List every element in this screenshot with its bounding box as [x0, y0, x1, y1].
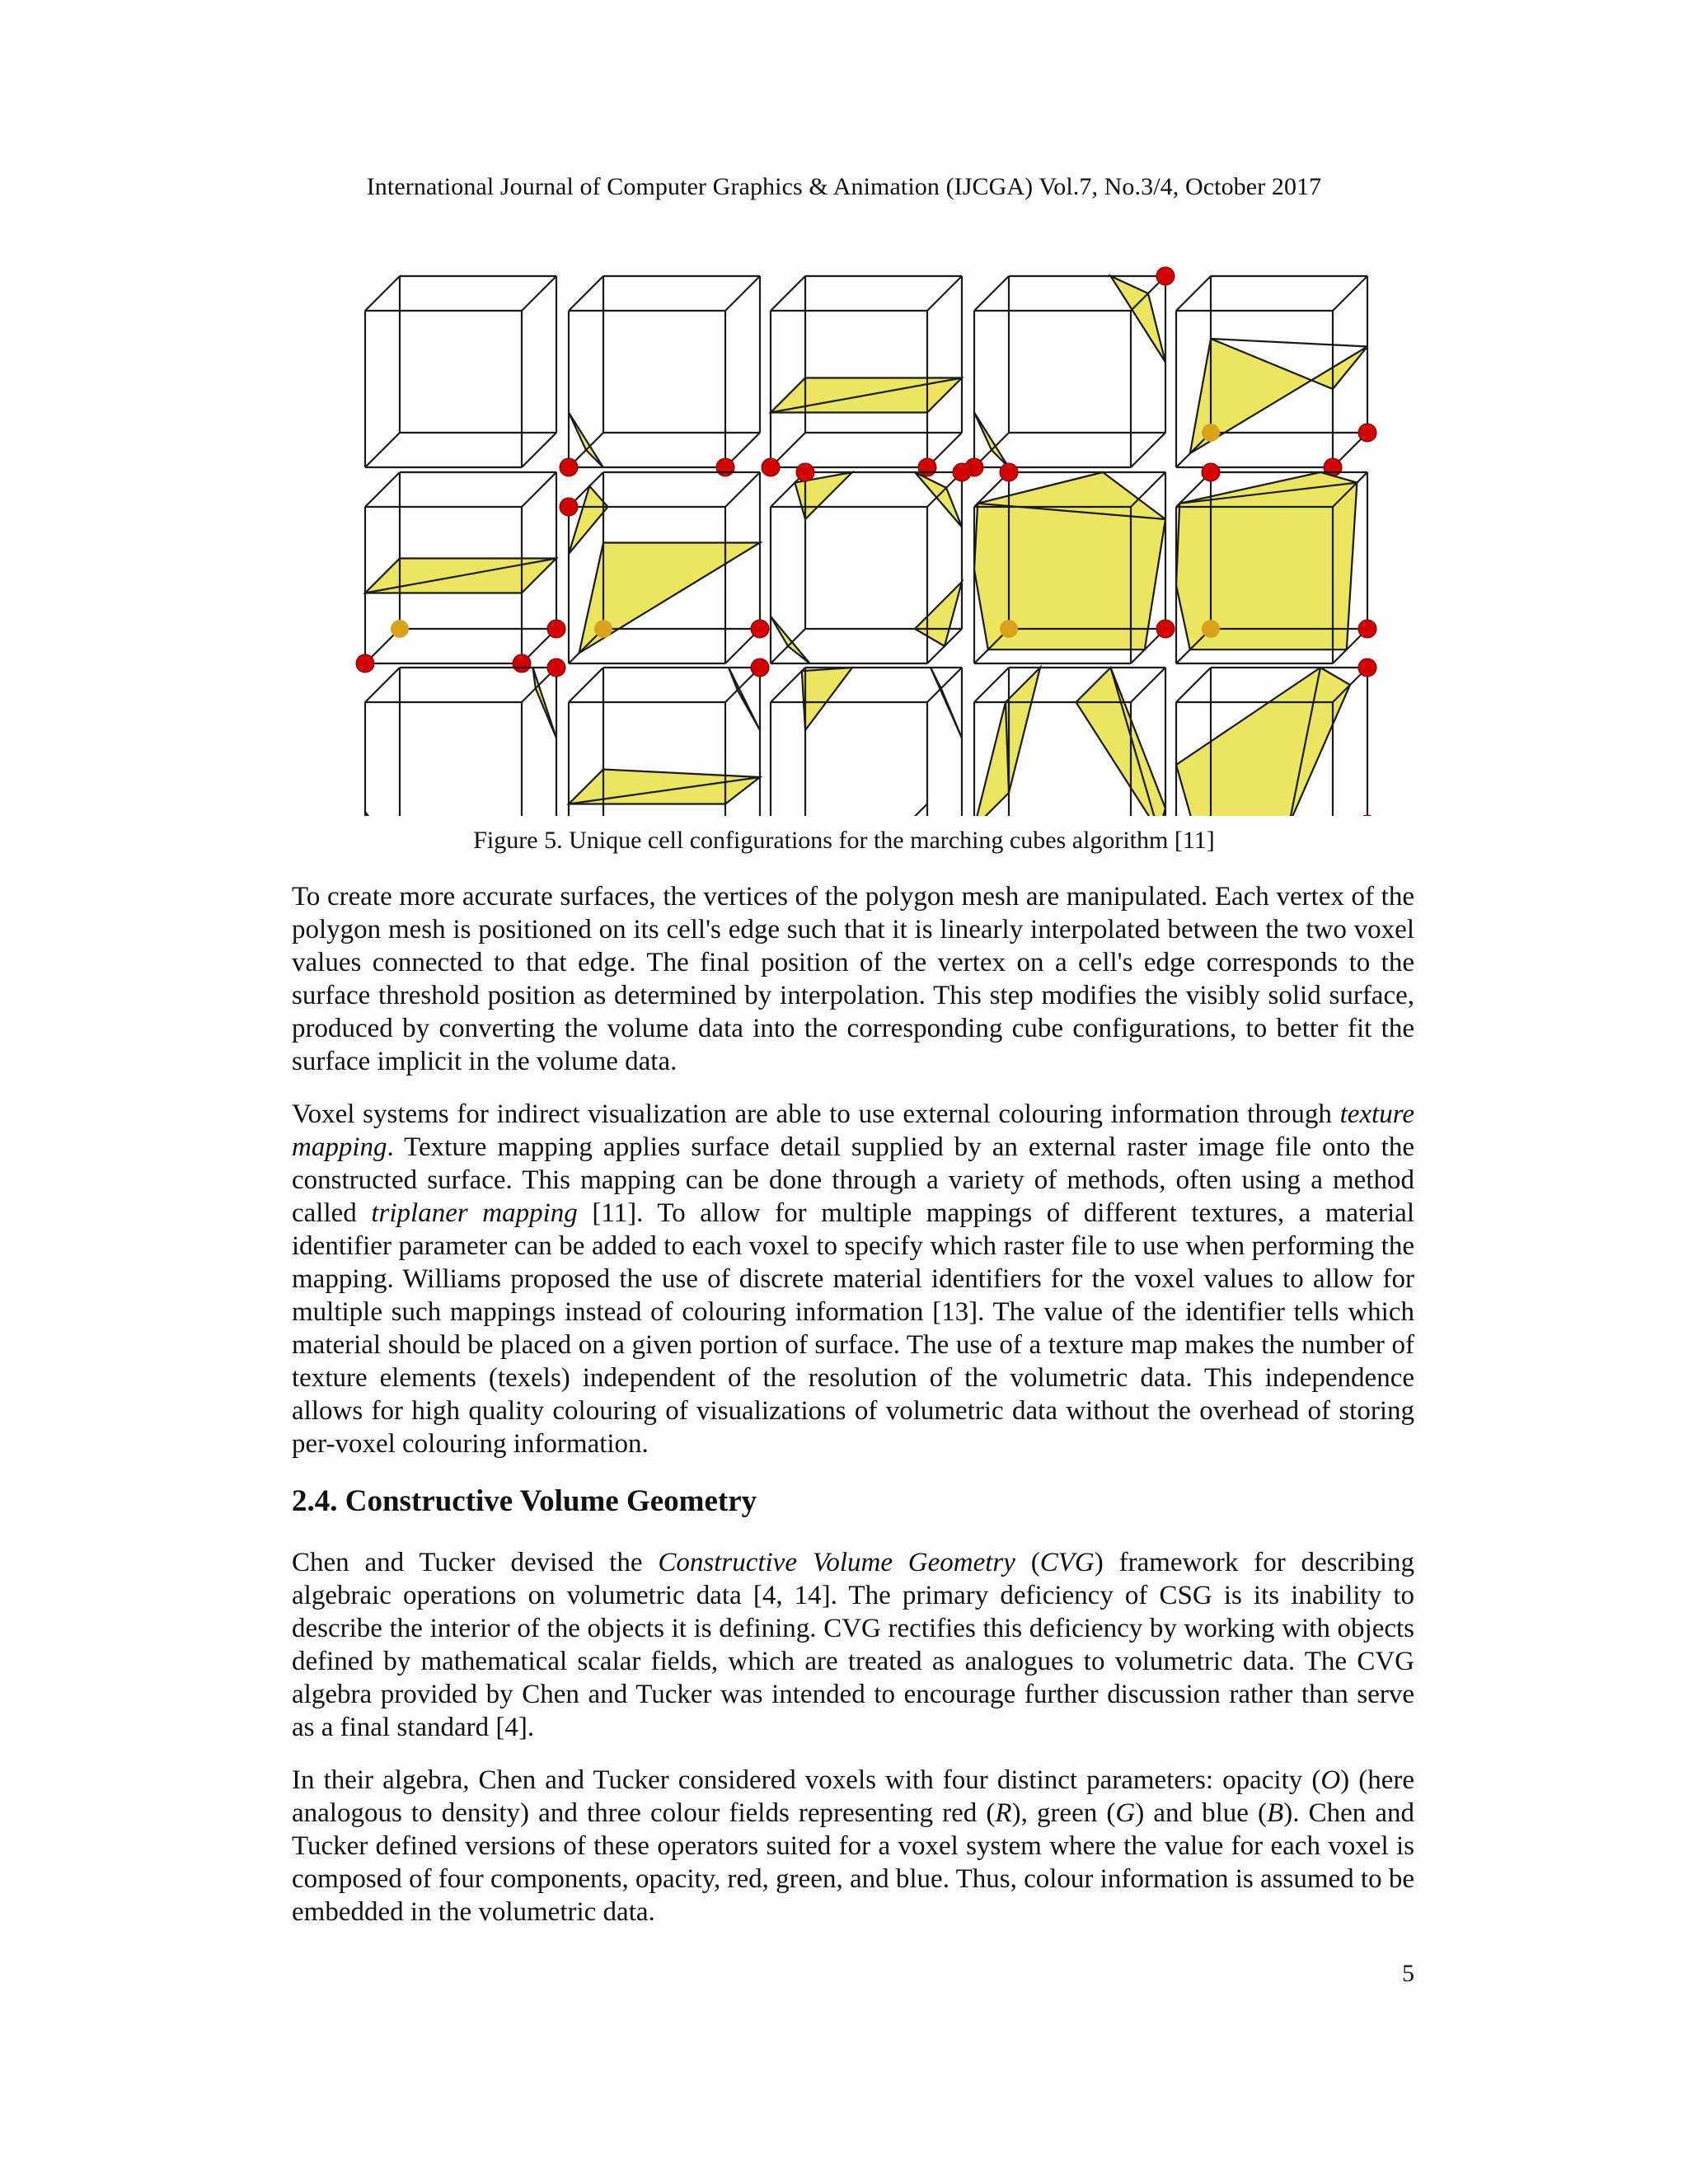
- inside-vertex-marker: [1358, 658, 1376, 677]
- cube-config-12: [560, 658, 769, 816]
- isosurface-patch: [974, 413, 1009, 468]
- inside-vertex-marker: [391, 620, 409, 638]
- cube-edge: [1333, 276, 1367, 311]
- cube-config-8: [771, 463, 971, 663]
- cube-edge: [1176, 668, 1211, 702]
- inside-vertex-marker: [953, 463, 971, 481]
- isosurface-patch: [1176, 472, 1357, 649]
- inside-vertex-marker: [1358, 815, 1376, 816]
- isosurface-patch: [569, 486, 608, 554]
- isosurface-patch: [365, 812, 400, 816]
- inside-vertex-marker: [1358, 620, 1376, 638]
- cube-edge: [522, 472, 556, 507]
- paragraph-cvg-framework: Chen and Tucker devised the Constructive Volume Geometry (CVG) framework for describing algebraic operations on volumetric data [4, 14]. The primary deficiency of CSG is its inability to describe the interior of the objects it is defining. CVG rectifies this deficiency by working with objects defined by mathematical scalar fields, which are treated as analogues to volumetric data. The CVG algebra provided by Chen and Tucker was intended to encourage further discussion rather than serve as a final standard [4].: [292, 1548, 1414, 1742]
- paragraph-vertex-interpolation: To create more accurate surfaces, the vertices of the polygon mesh are manipulated. Each vertex of the polygon mesh is positioned on its cell's edge such that it is linearly interpolated between the two voxel values connected to that edge. The final position of the vertex on a cell's edge corresponds to the surface threshold position as determined by interpolation. This step modifies the visibly solid surface, produced by converting the volume data into the corresponding cube configurations, to better fit the surface implicit in the volume data.: [292, 882, 1414, 1076]
- inside-vertex-marker: [751, 658, 769, 677]
- cube-edge: [1131, 472, 1165, 507]
- section-heading: 2.4. Constructive Volume Geometry: [292, 1484, 757, 1518]
- cube-config-9: [974, 463, 1175, 663]
- inside-vertex-marker: [1202, 620, 1220, 638]
- isosurface-patch: [1076, 668, 1166, 816]
- cube-edge: [1131, 433, 1165, 467]
- cube-edge: [974, 276, 1009, 311]
- inside-vertex-marker: [1156, 620, 1175, 638]
- cube-edge: [771, 668, 805, 702]
- isosurface-patch: [569, 770, 760, 804]
- cube-edge: [725, 472, 760, 507]
- inside-vertex-marker: [796, 463, 814, 481]
- cube-config-5: [1176, 276, 1376, 476]
- article-body: [292, 880, 1414, 1948]
- isosurface-patch: [873, 804, 928, 817]
- cube-config-11: [356, 658, 565, 816]
- isosurface-patch: [931, 668, 962, 738]
- isosurface-patch: [729, 668, 760, 730]
- cube-config-6: [356, 472, 565, 673]
- inside-vertex-marker: [560, 498, 578, 516]
- inside-vertex-marker: [762, 458, 780, 476]
- isosurface-patch: [1111, 276, 1166, 363]
- isosurface-patch: [1176, 668, 1350, 816]
- inside-vertex-marker: [751, 620, 769, 638]
- inside-vertex-marker: [1202, 463, 1220, 481]
- isosurface-patch: [569, 413, 603, 468]
- marching-cubes-figure: [330, 223, 1385, 816]
- inside-vertex-marker: [547, 620, 565, 638]
- cube-config-3: [762, 276, 962, 476]
- cube-config-2: [560, 276, 760, 476]
- cube-edge: [974, 668, 1009, 702]
- inside-vertex-marker: [1202, 424, 1220, 442]
- triangulation-edge: [1211, 339, 1367, 347]
- cube-edge: [569, 276, 603, 311]
- cube-config-1: [365, 276, 556, 467]
- cube-edge: [365, 276, 400, 311]
- cube-config-14: [965, 668, 1165, 816]
- inside-vertex-marker: [547, 658, 565, 677]
- figure-svg: [330, 223, 1385, 816]
- cube-edge: [522, 276, 556, 311]
- cube-edge: [927, 276, 962, 311]
- figure-caption: Figure 5. Unique cell configurations for the marching cubes algorithm [11]: [473, 827, 1215, 854]
- inside-vertex-marker: [560, 458, 578, 476]
- page-number: 5: [1402, 1960, 1414, 1987]
- cube-edge: [771, 629, 805, 663]
- inside-vertex-marker: [1000, 620, 1018, 638]
- cube-edge: [569, 668, 603, 702]
- term-triplaner-mapping: triplaner mapping: [371, 1198, 578, 1228]
- cube-edge: [365, 668, 400, 702]
- cube-config-10: [1176, 463, 1376, 663]
- paragraph-cvg-parameters: In their algebra, Chen and Tucker considered voxels with four distinct parameters: opacity (O) (here analogous to density) and three colour fields representing red (R), green (G) and blue (B). Chen and Tucker defined versions of these operators suited for a voxel system where the value for each voxel is composed of four components, opacity, red, green, and blue. Thus, colour information is assumed to be embedded in the volumetric data.: [292, 1765, 1415, 1927]
- cube-config-15: [1167, 658, 1376, 816]
- inside-vertex-marker: [1000, 463, 1018, 481]
- inside-vertex-marker: [594, 620, 612, 638]
- cube-config-4: [965, 267, 1175, 476]
- cube-edge: [771, 276, 805, 311]
- inside-vertex-marker: [716, 458, 734, 476]
- isosurface-patch: [802, 668, 852, 730]
- cube-config-13: [771, 668, 962, 816]
- cube-edge: [365, 433, 400, 467]
- running-header: International Journal of Computer Graphics & Animation (IJCGA) Vol.7, No.3/4, October 2017: [366, 173, 1322, 200]
- cube-edge: [522, 433, 556, 467]
- paragraph-texture-mapping: Voxel systems for indirect visualization are able to use external colouring information through texture mapping. Texture mapping applies surface detail supplied by an external raster image file onto the constructed surface. This mapping can be done through a variety of methods, often using a method called triplaner mapping [11]. To allow for multiple mappings of different textures, a material identifier parameter can be added to each voxel to specify which raster file to use when performing the mapping. Williams proposed the use of discrete material identifiers for the voxel values to allow for multiple such mappings instead of colouring information [13]. The value of the identifier tells which material should be placed on a given portion of surface. The use of a texture map makes the number of texture elements (texels) independent of the resolution of the volumetric data. This independence allows for high quality colouring of visualizations of volumetric data without the overhead of storing per-voxel colouring information.: [292, 1099, 1414, 1459]
- inside-vertex-marker: [918, 458, 936, 476]
- inside-vertex-marker: [1358, 424, 1376, 442]
- cube-edge: [365, 472, 400, 507]
- cube-edge: [1131, 668, 1165, 702]
- inside-vertex-marker: [513, 654, 531, 673]
- term-cvg-abbrev: CVG: [1039, 1548, 1095, 1577]
- inside-vertex-marker: [1156, 267, 1175, 285]
- inside-vertex-marker: [356, 654, 374, 673]
- cube-edge: [1176, 276, 1211, 311]
- cube-config-7: [560, 472, 769, 663]
- term-texture-mapping: texture mapping: [292, 1099, 1414, 1162]
- term-cvg: Constructive Volume Geometry: [658, 1548, 1015, 1577]
- cube-edge: [725, 276, 760, 311]
